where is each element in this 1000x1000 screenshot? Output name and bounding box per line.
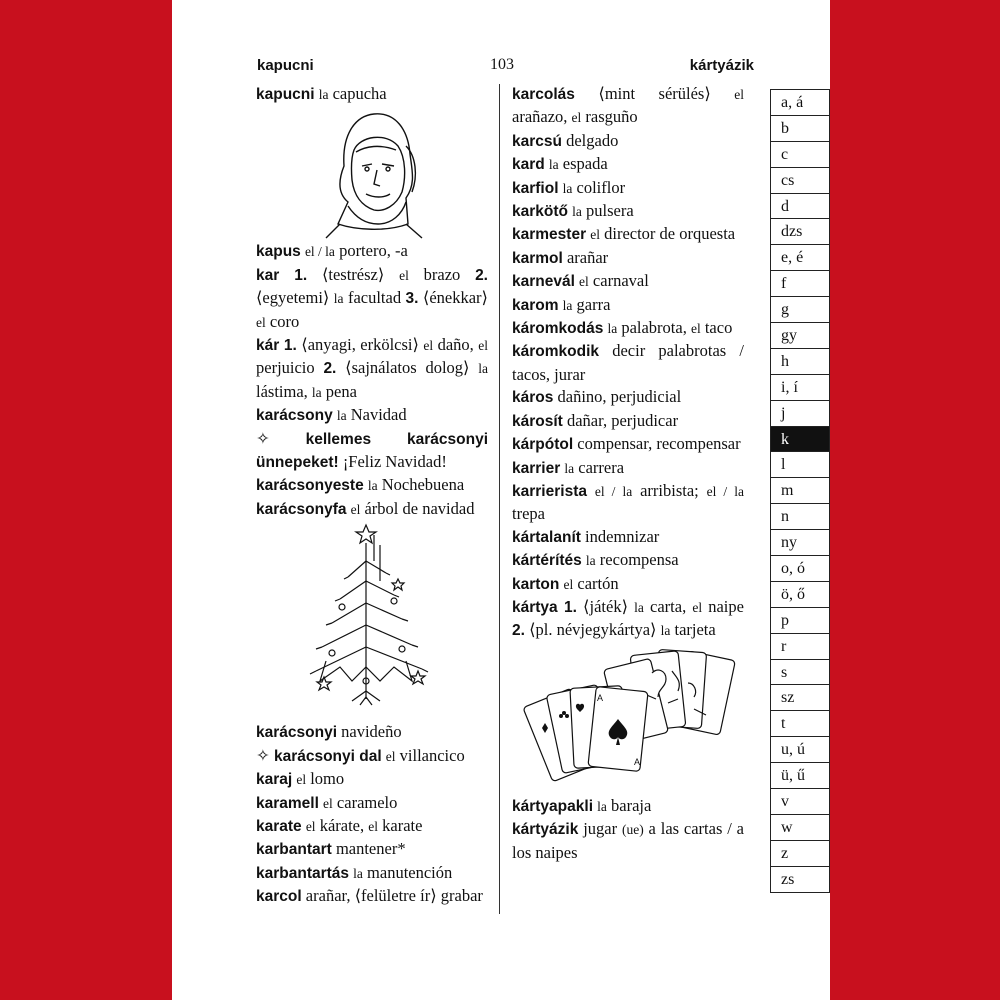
index-tab-9[interactable]: g [771, 296, 829, 322]
index-tab-27[interactable]: ü, ű [771, 762, 829, 788]
column-divider [499, 84, 500, 914]
dictionary-page [172, 0, 830, 1000]
entry-karrierista: karrierista el / la arribista; el / la trepa [512, 480, 744, 524]
index-tab-20[interactable]: ö, ő [771, 581, 829, 607]
entry-karfiol: karfiol la coliflor [512, 177, 626, 197]
index-tab-8[interactable]: f [771, 270, 829, 296]
entry-karomkodas: káromkodás la palabrota, el taco [512, 318, 733, 338]
index-tab-31[interactable]: zs [771, 866, 829, 892]
index-tab-7[interactable]: e, é [771, 244, 829, 270]
entry-karterites: kártérítés la recompensa [512, 550, 679, 570]
playing-cards-illustration [512, 643, 744, 795]
index-tab-12[interactable]: i, í [771, 374, 829, 400]
entry-karton: karton el cartón [512, 573, 619, 593]
right-column [512, 83, 744, 864]
index-tab-11[interactable]: h [771, 348, 829, 374]
entry-karacsonyi: karácsonyi navideño [256, 722, 402, 742]
entry-karcolas: karcolás ⟨mint sérülés⟩ el arañazo, el rasguño [512, 84, 744, 127]
entry-karpotol: kárpótol compensar, recompensar [512, 434, 741, 454]
index-tab-15[interactable]: l [771, 451, 829, 477]
index-tab-1[interactable]: a, á [771, 89, 829, 115]
entry-kapus: kapus el / la portero, -a [256, 241, 408, 261]
hooded-person-illustration [256, 106, 488, 240]
entry-kar: kar 1. ⟨testrész⟩ el brazo 2. ⟨egyetemi⟩ la facultad 3. ⟨énekkar⟩ el coro [256, 264, 488, 331]
index-tab-25[interactable]: t [771, 710, 829, 736]
index-tab-10[interactable]: gy [771, 322, 829, 348]
christmas-tree-illustration [256, 521, 488, 721]
index-tab-5[interactable]: d [771, 193, 829, 219]
alphabet-index [770, 89, 830, 893]
header-first-word: kapucni [257, 57, 314, 74]
entry-karkoto: karkötő la pulsera [512, 201, 634, 221]
left-column [256, 83, 488, 909]
header-last-word: kártyázik [689, 57, 754, 74]
index-tab-26[interactable]: u, ú [771, 736, 829, 762]
entry-karacsonyeste: karácsonyeste la Nochebuena [256, 475, 465, 495]
page-number: 103 [490, 56, 514, 73]
entry-karom: karom la garra [512, 294, 611, 314]
index-tab-28[interactable]: v [771, 788, 829, 814]
entry-kartalanit: kártalanít indemnizar [512, 526, 660, 546]
svg-text:A: A [634, 756, 641, 767]
index-tab-30[interactable]: z [771, 840, 829, 866]
entry-kartyazik: kártyázik jugar (ue) a las cartas / a los naipes [512, 819, 744, 862]
entry-karbantart: karbantart mantener* [256, 839, 406, 859]
index-tab-3[interactable]: c [771, 141, 829, 167]
index-tab-13[interactable]: j [771, 400, 829, 426]
index-tab-22[interactable]: r [771, 633, 829, 659]
entry-karate: karate el kárate, el karate [256, 815, 423, 835]
entry-karcsu: karcsú delgado [512, 130, 619, 150]
page-header [172, 55, 830, 79]
entry-karos: káros dañino, perjudicial [512, 387, 682, 407]
index-tab-18[interactable]: ny [771, 529, 829, 555]
index-tab-16[interactable]: m [771, 477, 829, 503]
phrase-diamond-icon: ✧ [256, 428, 270, 448]
entry-kartya: kártya 1. ⟨játék⟩ la carta, el naipe 2. ⟨pl. névjegykártya⟩ la tarjeta [512, 596, 744, 640]
index-tab-6[interactable]: dzs [771, 218, 829, 244]
index-tab-19[interactable]: o, ó [771, 555, 829, 581]
entry-karacsonyi-dal: ✧ karácsonyi dal el villancico [256, 745, 465, 765]
entry-kellemes-karacsonyi: ✧ kellemes karácsonyi ünnepeket! ¡Feliz Navidad! [256, 428, 488, 472]
entry-karacsony: karácsony la Navidad [256, 405, 407, 425]
entry-karacsonyfa: karácsonyfa el árbol de navidad [256, 498, 475, 518]
entry-karmester: karmester el director de orquesta [512, 224, 736, 244]
index-tab-14[interactable]: k [771, 426, 829, 452]
entry-kartyapakli: kártyapakli la baraja [512, 795, 652, 815]
index-tab-21[interactable]: p [771, 607, 829, 633]
entry-kapucni: kapucni la capucha [256, 84, 387, 103]
entry-karrier: karrier la carrera [512, 457, 625, 477]
entry-karmol: karmol arañar [512, 247, 609, 267]
index-tab-17[interactable]: n [771, 503, 829, 529]
svg-text:A: A [597, 692, 604, 703]
index-tab-24[interactable]: sz [771, 684, 829, 710]
index-tab-23[interactable]: s [771, 659, 829, 685]
entry-kard: kard la espada [512, 154, 608, 174]
entry-karneval: karnevál el carnaval [512, 271, 649, 291]
index-tab-2[interactable]: b [771, 115, 829, 141]
index-tab-29[interactable]: w [771, 814, 829, 840]
entry-karomkodik: káromkodik decir palabrotas / tacos, jurar [512, 341, 744, 384]
entry-karcol: karcol arañar, ⟨felületre ír⟩ grabar [256, 886, 483, 906]
entry-karosit: károsít dañar, perjudicar [512, 410, 679, 430]
phrase-diamond-icon: ✧ [256, 745, 270, 765]
entry-karaj: karaj el lomo [256, 769, 345, 789]
entry-kar-accent: kár 1. ⟨anyagi, erkölcsi⟩ el daño, el perjuicio 2. ⟨sajnálatos dolog⟩ la lástima, la pena [256, 335, 489, 401]
entry-karbantartas: karbantartás la manutención [256, 862, 453, 882]
entry-karamell: karamell el caramelo [256, 792, 398, 812]
index-tab-4[interactable]: cs [771, 167, 829, 193]
